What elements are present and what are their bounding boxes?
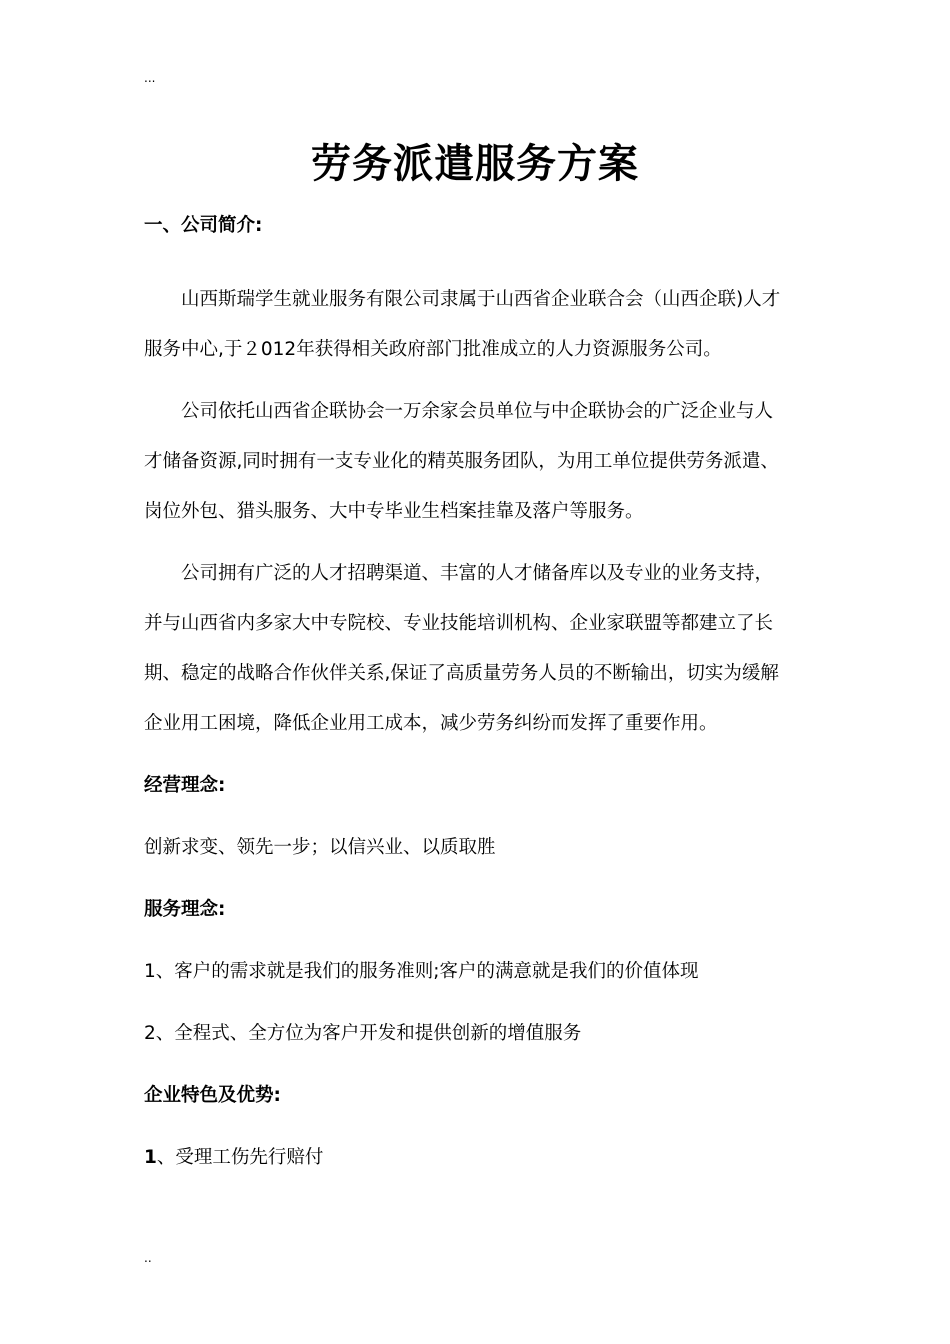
footer-mark: .. xyxy=(144,1251,152,1265)
feature-item xyxy=(144,1146,323,1170)
feature-item-text: 、受理工伤先行赔付 xyxy=(156,1147,324,1168)
paragraph-line: 公司拥有广泛的人才招聘渠道、丰富的人才储备库以及专业的业务支持， xyxy=(181,563,774,584)
philosophy-text: 创新求变、领先一步；以信兴业、以质取胜 xyxy=(144,837,496,858)
service-item: 2、全程式、全方位为客户开发和提供创新的增值服务 xyxy=(144,1023,582,1044)
document-title: 劳务派遣服务方案 xyxy=(311,141,639,187)
section-heading-philosophy: 经营理念: xyxy=(144,775,226,796)
paragraph-line: 山西斯瑞学生就业服务有限公司隶属于山西省企业联合会（山西企联)人才 xyxy=(181,289,781,310)
paragraph-line: 公司依托山西省企联协会一万余家会员单位与中企联协会的广泛企业与人 xyxy=(181,401,774,422)
paragraph-line: 企业用工困境，降低企业用工成本，减少劳务纠纷而发挥了重要作用。 xyxy=(144,713,718,734)
feature-item-number: 1 xyxy=(144,1147,157,1168)
service-item: 1、客户的需求就是我们的服务准则;客户的满意就是我们的价值体现 xyxy=(144,961,699,982)
section-heading-company: 一、公司简介: xyxy=(144,215,263,236)
paragraph-line: 并与山西省内多家大中专院校、专业技能培训机构、企业家联盟等都建立了长 xyxy=(144,613,774,634)
header-mark: ... xyxy=(144,71,156,85)
section-heading-service: 服务理念: xyxy=(144,899,226,920)
paragraph-line: 期、稳定的战略合作伙伴关系,保证了高质量劳务人员的不断输出，切实为缓解 xyxy=(144,663,779,684)
section-heading-features: 企业特色及优势: xyxy=(144,1085,281,1106)
paragraph-line: 岗位外包、猎头服务、大中专毕业生档案挂靠及落户等服务。 xyxy=(144,501,644,522)
paragraph-line: 服务中心,于２012年获得相关政府部门批准成立的人力资源服务公司。 xyxy=(144,339,722,360)
paragraph-line: 才储备资源,同时拥有一支专业化的精英服务团队，为用工单位提供劳务派遣、 xyxy=(144,451,779,472)
